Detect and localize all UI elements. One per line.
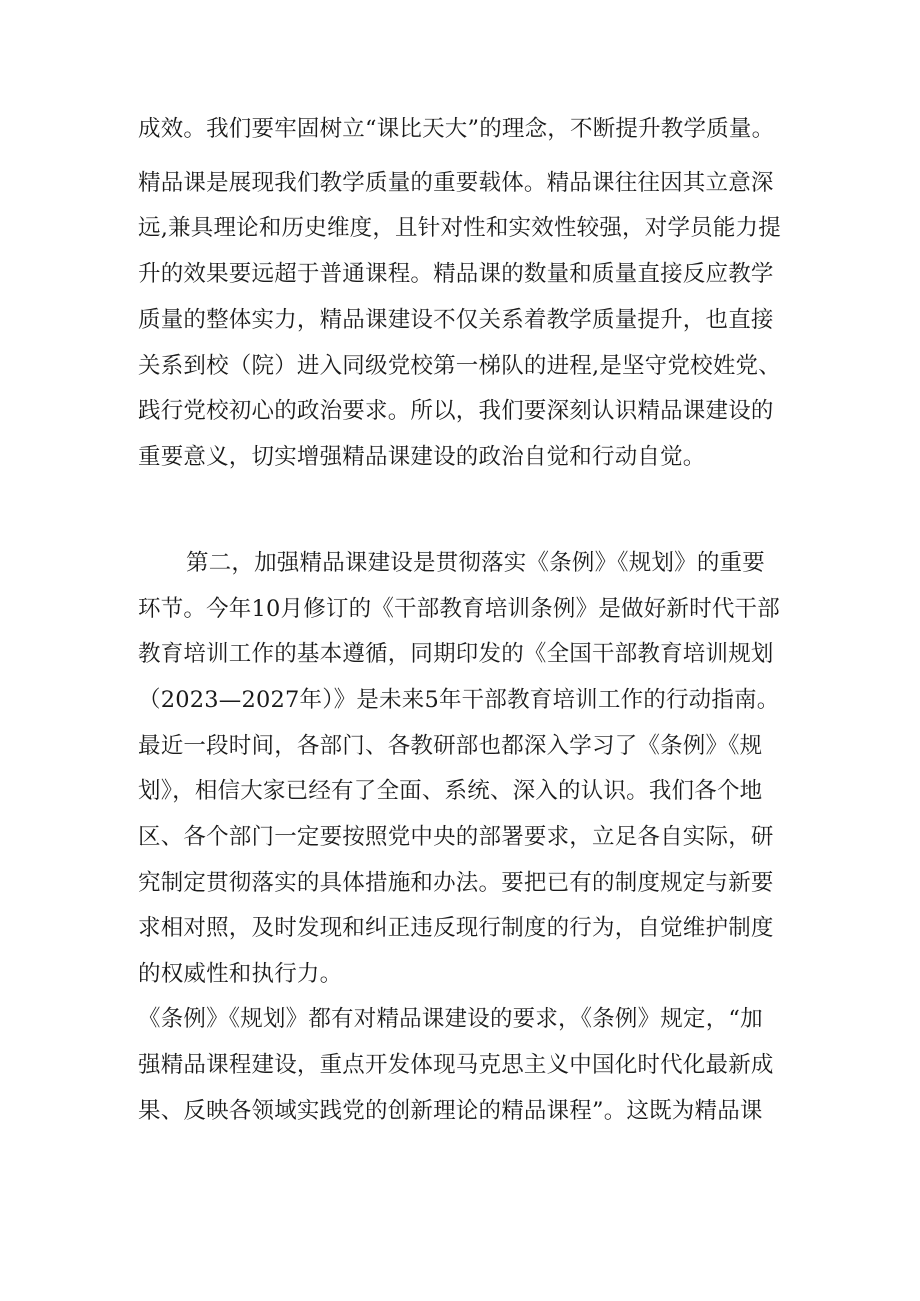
paragraph-1-line: 重要意义，切实增强精品课建设的政治自觉和行动自觉。 bbox=[138, 444, 706, 470]
paragraph-1-line: 成效。我们要牢固树立“课比天大”的理念，不断提升教学质量。 bbox=[138, 116, 775, 142]
paragraph-2-line: 的权威性和执行力。 bbox=[138, 961, 343, 987]
paragraph-2-line: 求相对照，及时发现和纠正违反现行制度的行为，自觉维护制度 bbox=[138, 915, 774, 941]
paragraph-1-line: 践行党校初心的政治要求。所以，我们要深刻认识精品课建设的 bbox=[138, 398, 774, 424]
paragraph-2-line: 环节。今年10月修订的《干部教育培训条例》是做好新时代干部 bbox=[138, 596, 780, 622]
paragraph-2-line: 究制定贯彻落实的具体措施和办法。要把已有的制度规定与新要 bbox=[138, 870, 774, 896]
paragraph-2-line: 划》，相信大家已经有了全面、系统、深入的认识。我们各个地 bbox=[138, 778, 763, 804]
paragraph-2-line: 教育培训工作的基本遵循，同期印发的《全国干部教育培训规划 bbox=[138, 641, 774, 667]
paragraph-3-line: 强精品课程建设，重点开发体现马克思主义中国化时代化最新成 bbox=[138, 1052, 774, 1078]
paragraph-3-line: 果、反映各领域实践党的创新理论的精品课程”。这既为精品课 bbox=[138, 1098, 763, 1124]
paragraph-1-line: 远,兼具理论和历史维度，且针对性和实效性较强，对学员能力提 bbox=[138, 215, 781, 241]
paragraph-1-line: 质量的整体实力，精品课建设不仅关系着教学质量提升，也直接 bbox=[138, 307, 774, 333]
paragraph-1-line: 关系到校（院）进入同级党校第一梯队的进程,是坚守党校姓党、 bbox=[138, 353, 781, 379]
paragraph-2-line: （2023—2027年）》是未来5年干部教育培训工作的行动指南。 bbox=[138, 687, 780, 713]
paragraph-2-line: 最近一段时间，各部门、各教研部也都深入学习了《条例》《规 bbox=[138, 733, 763, 759]
paragraph-2-line: 第二，加强精品课建设是贯彻落实《条例》《规划》的重要 bbox=[186, 550, 765, 576]
paragraph-1-line: 升的效果要远超于普通课程。精品课的数量和质量直接反应教学 bbox=[138, 261, 774, 287]
paragraph-3-line: 《条例》《规划》都有对精品课建设的要求，《条例》规定，“加 bbox=[138, 1006, 763, 1032]
paragraph-2-line: 区、各个部门一定要按照党中央的部署要求，立足各自实际，研 bbox=[138, 824, 774, 850]
paragraph-1-line: 精品课是展现我们教学质量的重要载体。精品课往往因其立意深 bbox=[138, 170, 774, 196]
